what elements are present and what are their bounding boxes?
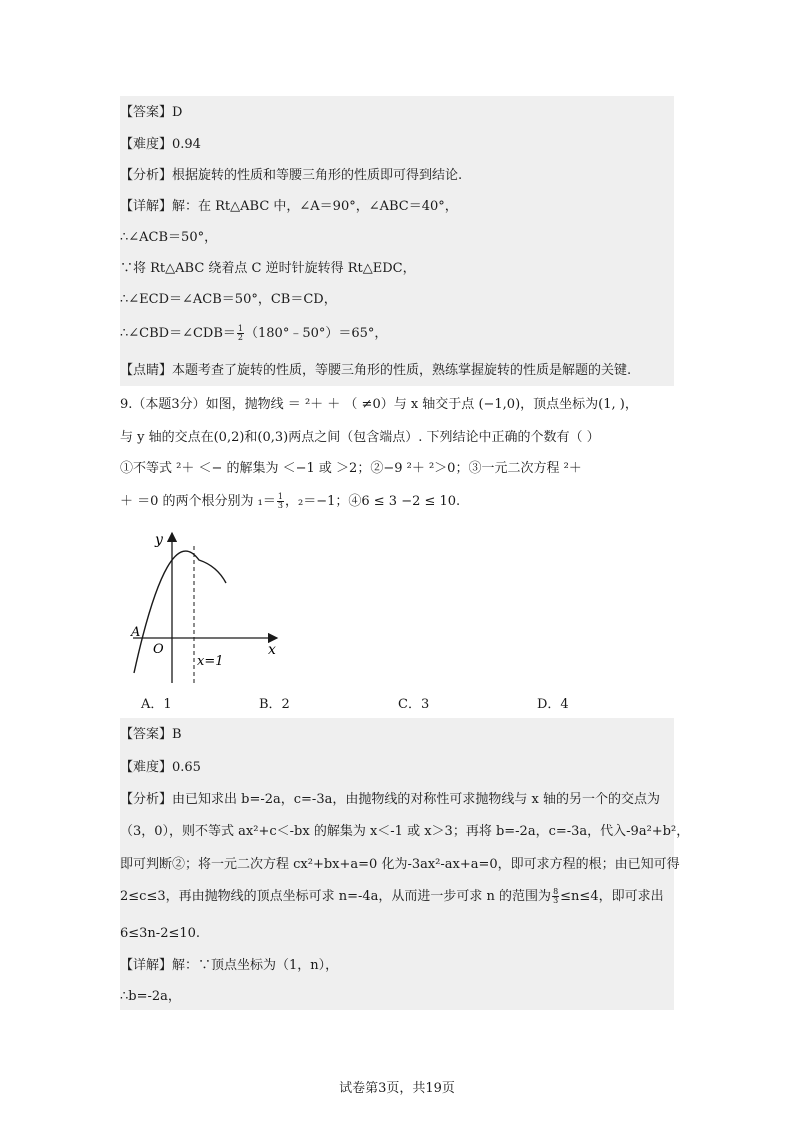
q8-detail-line-5-start: ∴∠CBD＝∠CDB＝ (120, 326, 236, 341)
q8-answer: 【答案】D (120, 105, 183, 120)
fraction-denominator: 3 (553, 896, 559, 905)
fraction-eight-thirds (552, 888, 559, 905)
fraction-numerator: 1 (237, 324, 243, 333)
q9-analysis-line-2: （3，0），则不等式 ax²+c＜-bx 的解集为 x＜-1 或 x＞3；再将 b=-2a，c=-3a，代入-9a²+b²， (120, 824, 690, 839)
fraction-numerator: 8 (553, 887, 559, 896)
q9-detail-line-1: 【详解】解：∵顶点坐标为（1，n）， (120, 958, 339, 973)
x-axis-label: x (268, 642, 276, 658)
q9-stem-line-4-start: ＋ ＝0 的两个根分别为 ₁＝ (120, 494, 276, 509)
y-axis-label: y (155, 532, 163, 548)
point-a-label: A (131, 625, 141, 640)
q8-comment: 【点睛】本题考查了旋转的性质，等腰三角形的性质，熟练掌握旋转的性质是解题的关键. (120, 363, 632, 378)
q9-analysis-line-4-end: ≤n≤4，即可求出 (560, 889, 664, 904)
q8-detail-line-2: ∴∠ACB＝50°， (120, 230, 218, 245)
q9-stem-line-2: 与 y 轴的交点在(0,2)和(0,3)两点之间（包含端点）. 下列结论中正确的个数有（ ） (120, 430, 600, 445)
fraction-numerator: 1 (277, 492, 283, 501)
q8-detail-line-5-end: （180°﹣50°）＝65°， (245, 326, 388, 341)
q9-detail-line-2: ∴b=-2a， (120, 989, 181, 1004)
q8-detail-line-3: ∵将 Rt△ABC 绕着点 C 逆时针旋转得 Rt△EDC， (120, 261, 416, 276)
symmetry-axis-label: x=1 (197, 654, 224, 669)
q8-detail-line-5 (120, 325, 387, 343)
fraction-one-half (237, 325, 244, 342)
q9-analysis-line-4 (120, 888, 664, 906)
q9-stem-line-4-end: ，₂＝−1；④6 ≤ 3 −2 ≤ 10. (284, 494, 461, 509)
q9-analysis-line-5: 6≤3n-2≤10. (120, 926, 201, 941)
q9-stem-line-3: ①不等式 ²＋ ＜− 的解集为 ＜−1 或 ＞2；②−9 ²＋ ²＞0；③一元二次方程 ²＋ (120, 461, 582, 476)
option-c: C．3 (398, 697, 430, 712)
q9-analysis-line-1: 【分析】由已知求出 b=-2a，c=-3a，由抛物线的对称性可求抛物线与 x 轴的另一个的交点为 (120, 792, 660, 807)
q8-detail-line-4: ∴∠ECD＝∠ACB＝50°，CB＝CD， (120, 292, 337, 307)
fraction-one-third (277, 493, 284, 510)
fraction-denominator: 2 (237, 333, 243, 342)
q9-analysis-line-3: 即可判断②；将一元二次方程 cx²+bx+a=0 化为-3ax²-ax+a=0，即可求方程的根；由已知可得 (120, 857, 680, 872)
option-a: A．1 (141, 697, 172, 712)
q9-difficulty: 【难度】0.65 (120, 760, 201, 775)
fraction-denominator: 3 (277, 501, 283, 510)
q8-detail-line-1: 【详解】解：在 Rt△ABC 中，∠A＝90°，∠ABC＝40°， (120, 199, 458, 214)
q9-analysis-line-4-start: 2≤c≤3，再由抛物线的顶点坐标可求 n=-4a，从而进一步可求 n 的范围为 (120, 889, 552, 904)
q8-analysis: 【分析】根据旋转的性质和等腰三角形的性质即可得到结论. (120, 168, 463, 183)
page-footer: 试卷第3页，共19页 (339, 1081, 455, 1096)
option-b: B．2 (259, 697, 290, 712)
q9-stem-line-4 (120, 493, 460, 511)
origin-label: O (153, 642, 164, 657)
q9-stem-line-1: 9.（本题3分）如图，抛物线 ＝ ²＋ ＋ （ ≠0）与 x 轴交于点 (−1,0)，顶点坐标为(1, )， (120, 397, 638, 412)
parabola-graph (125, 528, 285, 688)
q8-difficulty: 【难度】0.94 (120, 137, 201, 152)
option-d: D．4 (537, 697, 569, 712)
q9-answer: 【答案】B (120, 727, 182, 742)
